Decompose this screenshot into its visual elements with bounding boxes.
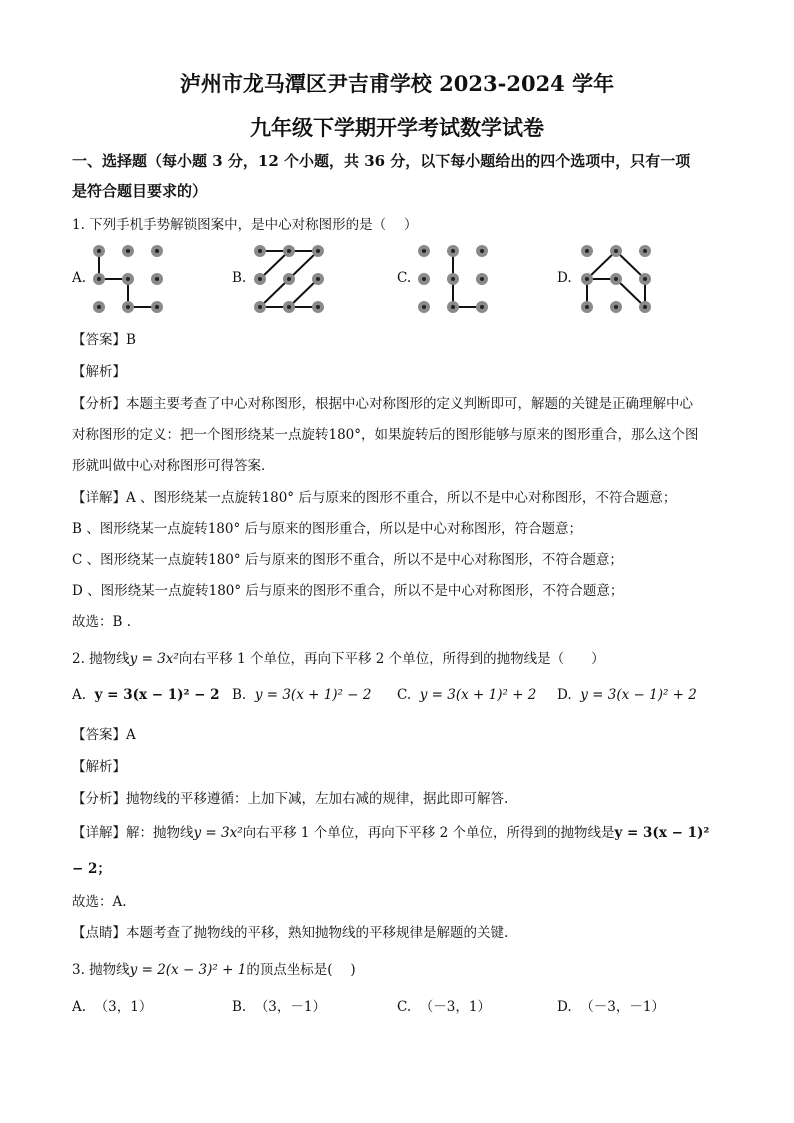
q3-option-d-text: （－3，－1） (580, 999, 665, 1015)
q2-stem-pre: 2. 抛物线 (72, 651, 130, 667)
q1-fenxi-line3: 形就叫做中心对称图形可得答案． (72, 458, 275, 474)
q3-option-a-text: （3，1） (94, 999, 153, 1015)
dot-grid (418, 245, 488, 313)
q1-detail-b: B 、图形绕某一点旋转180° 后与原来的图形重合，所以是中心对称图形，符合题意； (72, 521, 583, 537)
q1-figure-c (413, 240, 493, 316)
q1-stem: 1. 下列手机手势解锁图案中，是中心对称图形的是（ ） (72, 217, 418, 233)
q3-option-b-label: B. (232, 999, 247, 1015)
q2-option-d (557, 687, 697, 703)
q2-detail-line2: − 2； (72, 861, 111, 877)
q3-stem-formula: y = 2(x − 3)² + 1 (129, 962, 247, 978)
q2-analysis-head: 【解析】 (72, 759, 126, 775)
q1-option-b-label: B. (232, 270, 247, 286)
q2-option-b-text: y = 3(x + 1)² − 2 (254, 687, 372, 703)
q1-figure-a (88, 240, 168, 316)
q1-figure-b (249, 240, 329, 316)
q1-detail-c: C 、图形绕某一点旋转180° 后与原来的图形不重合，所以不是中心对称图形，不符合题意； (72, 552, 623, 568)
q1-option-d-label: D. (557, 270, 572, 286)
q1-detail-d: D 、图形绕某一点旋转180° 后与原来的图形不重合，所以不是中心对称图形，不符合题意； (72, 583, 624, 599)
q2-stem-post: 向右平移 1 个单位，再向下平移 2 个单位，所得到的抛物线是（ ） (178, 651, 605, 667)
q2-detail-line1 (72, 821, 709, 841)
q2-stem (72, 647, 605, 667)
page-subtitle: 九年级下学期开学考试数学试卷 (250, 115, 544, 140)
q2-option-d-label: D. (557, 687, 572, 703)
page-title: 泸州市龙马潭区尹吉甫学校 2023-2024 学年 (179, 71, 615, 96)
q3-option-a-label: A. (72, 999, 87, 1015)
unlock-path-diag-2 (289, 279, 318, 307)
q3-option-c (397, 995, 491, 1015)
q1-choose: 故选：B . (72, 614, 132, 630)
q2-option-a (72, 687, 220, 703)
q2-option-a-label: A. (72, 687, 87, 703)
dot-grid (93, 245, 163, 313)
q3-option-c-text: （－3，1） (419, 999, 491, 1015)
q1-figure-d (576, 240, 656, 316)
q2-detail-pre: 【详解】解：抛物线 (72, 825, 194, 841)
q3-option-c-label: C. (397, 999, 412, 1015)
q3-option-d (557, 995, 665, 1015)
q2-option-c-label: C. (397, 687, 412, 703)
q1-option-a-label: A. (72, 270, 87, 286)
unlock-path-diag-1 (260, 251, 289, 279)
q2-fenxi: 【分析】抛物线的平移遵循：上加下减，左加右减的规律，据此即可解答. (72, 791, 509, 807)
q2-option-c-text: y = 3(x + 1)² + 2 (419, 687, 537, 703)
q3-option-a (72, 995, 152, 1015)
q2-option-d-text: y = 3(x − 1)² + 2 (580, 687, 697, 703)
q1-answer: 【答案】B (72, 332, 136, 348)
q1-fenxi-line1: 【分析】本题主要考查了中心对称图形，根据中心对称图形的定义判断即可，解题的关键是正确理解中心 (72, 396, 693, 412)
q2-option-c (397, 687, 536, 703)
q1-detail-a: 【详解】A 、图形绕某一点旋转180° 后与原来的图形不重合，所以不是中心对称图形，不符合题意； (72, 490, 677, 506)
q2-stem-formula: y = 3x² (129, 651, 179, 667)
section-heading-line2: 是符合题目要求的） (72, 182, 208, 200)
section-heading-line1: 一、选择题（每小题 3 分，12 个小题，共 36 分，以下每小题给出的四个选项中，只有一项 (72, 152, 691, 170)
q3-stem-post: 的顶点坐标是( ) (246, 962, 356, 978)
q1-fenxi-line2: 对称图形的定义：把一个图形绕某一点旋转180°，如果旋转后的图形能够与原来的图形重合，那么这个图 (72, 427, 699, 443)
q2-option-b (232, 687, 371, 703)
q3-option-b (232, 995, 326, 1015)
q2-option-b-label: B. (232, 687, 247, 703)
q2-detail-formula: y = 3x² (193, 825, 243, 841)
q1-option-c-label: C. (397, 270, 412, 286)
q2-option-a-text: y = 3(x − 1)² − 2 (94, 687, 220, 703)
q2-dianjing: 【点睛】本题考查了抛物线的平移，熟知抛物线的平移规律是解题的关键. (72, 925, 509, 941)
q3-stem-pre: 3. 抛物线 (72, 962, 130, 978)
q3-stem (72, 958, 356, 978)
q2-detail-mid: 向右平移 1 个单位，再向下平移 2 个单位，所得到的抛物线是 (242, 825, 615, 841)
q3-option-b-text: （3，－1） (254, 999, 326, 1015)
q2-choose: 故选：A. (72, 894, 127, 910)
q2-answer: 【答案】A (72, 727, 136, 743)
q2-detail-result: y = 3(x − 1)² (614, 825, 710, 841)
q1-analysis-head: 【解析】 (72, 364, 126, 380)
q3-option-d-label: D. (557, 999, 572, 1015)
